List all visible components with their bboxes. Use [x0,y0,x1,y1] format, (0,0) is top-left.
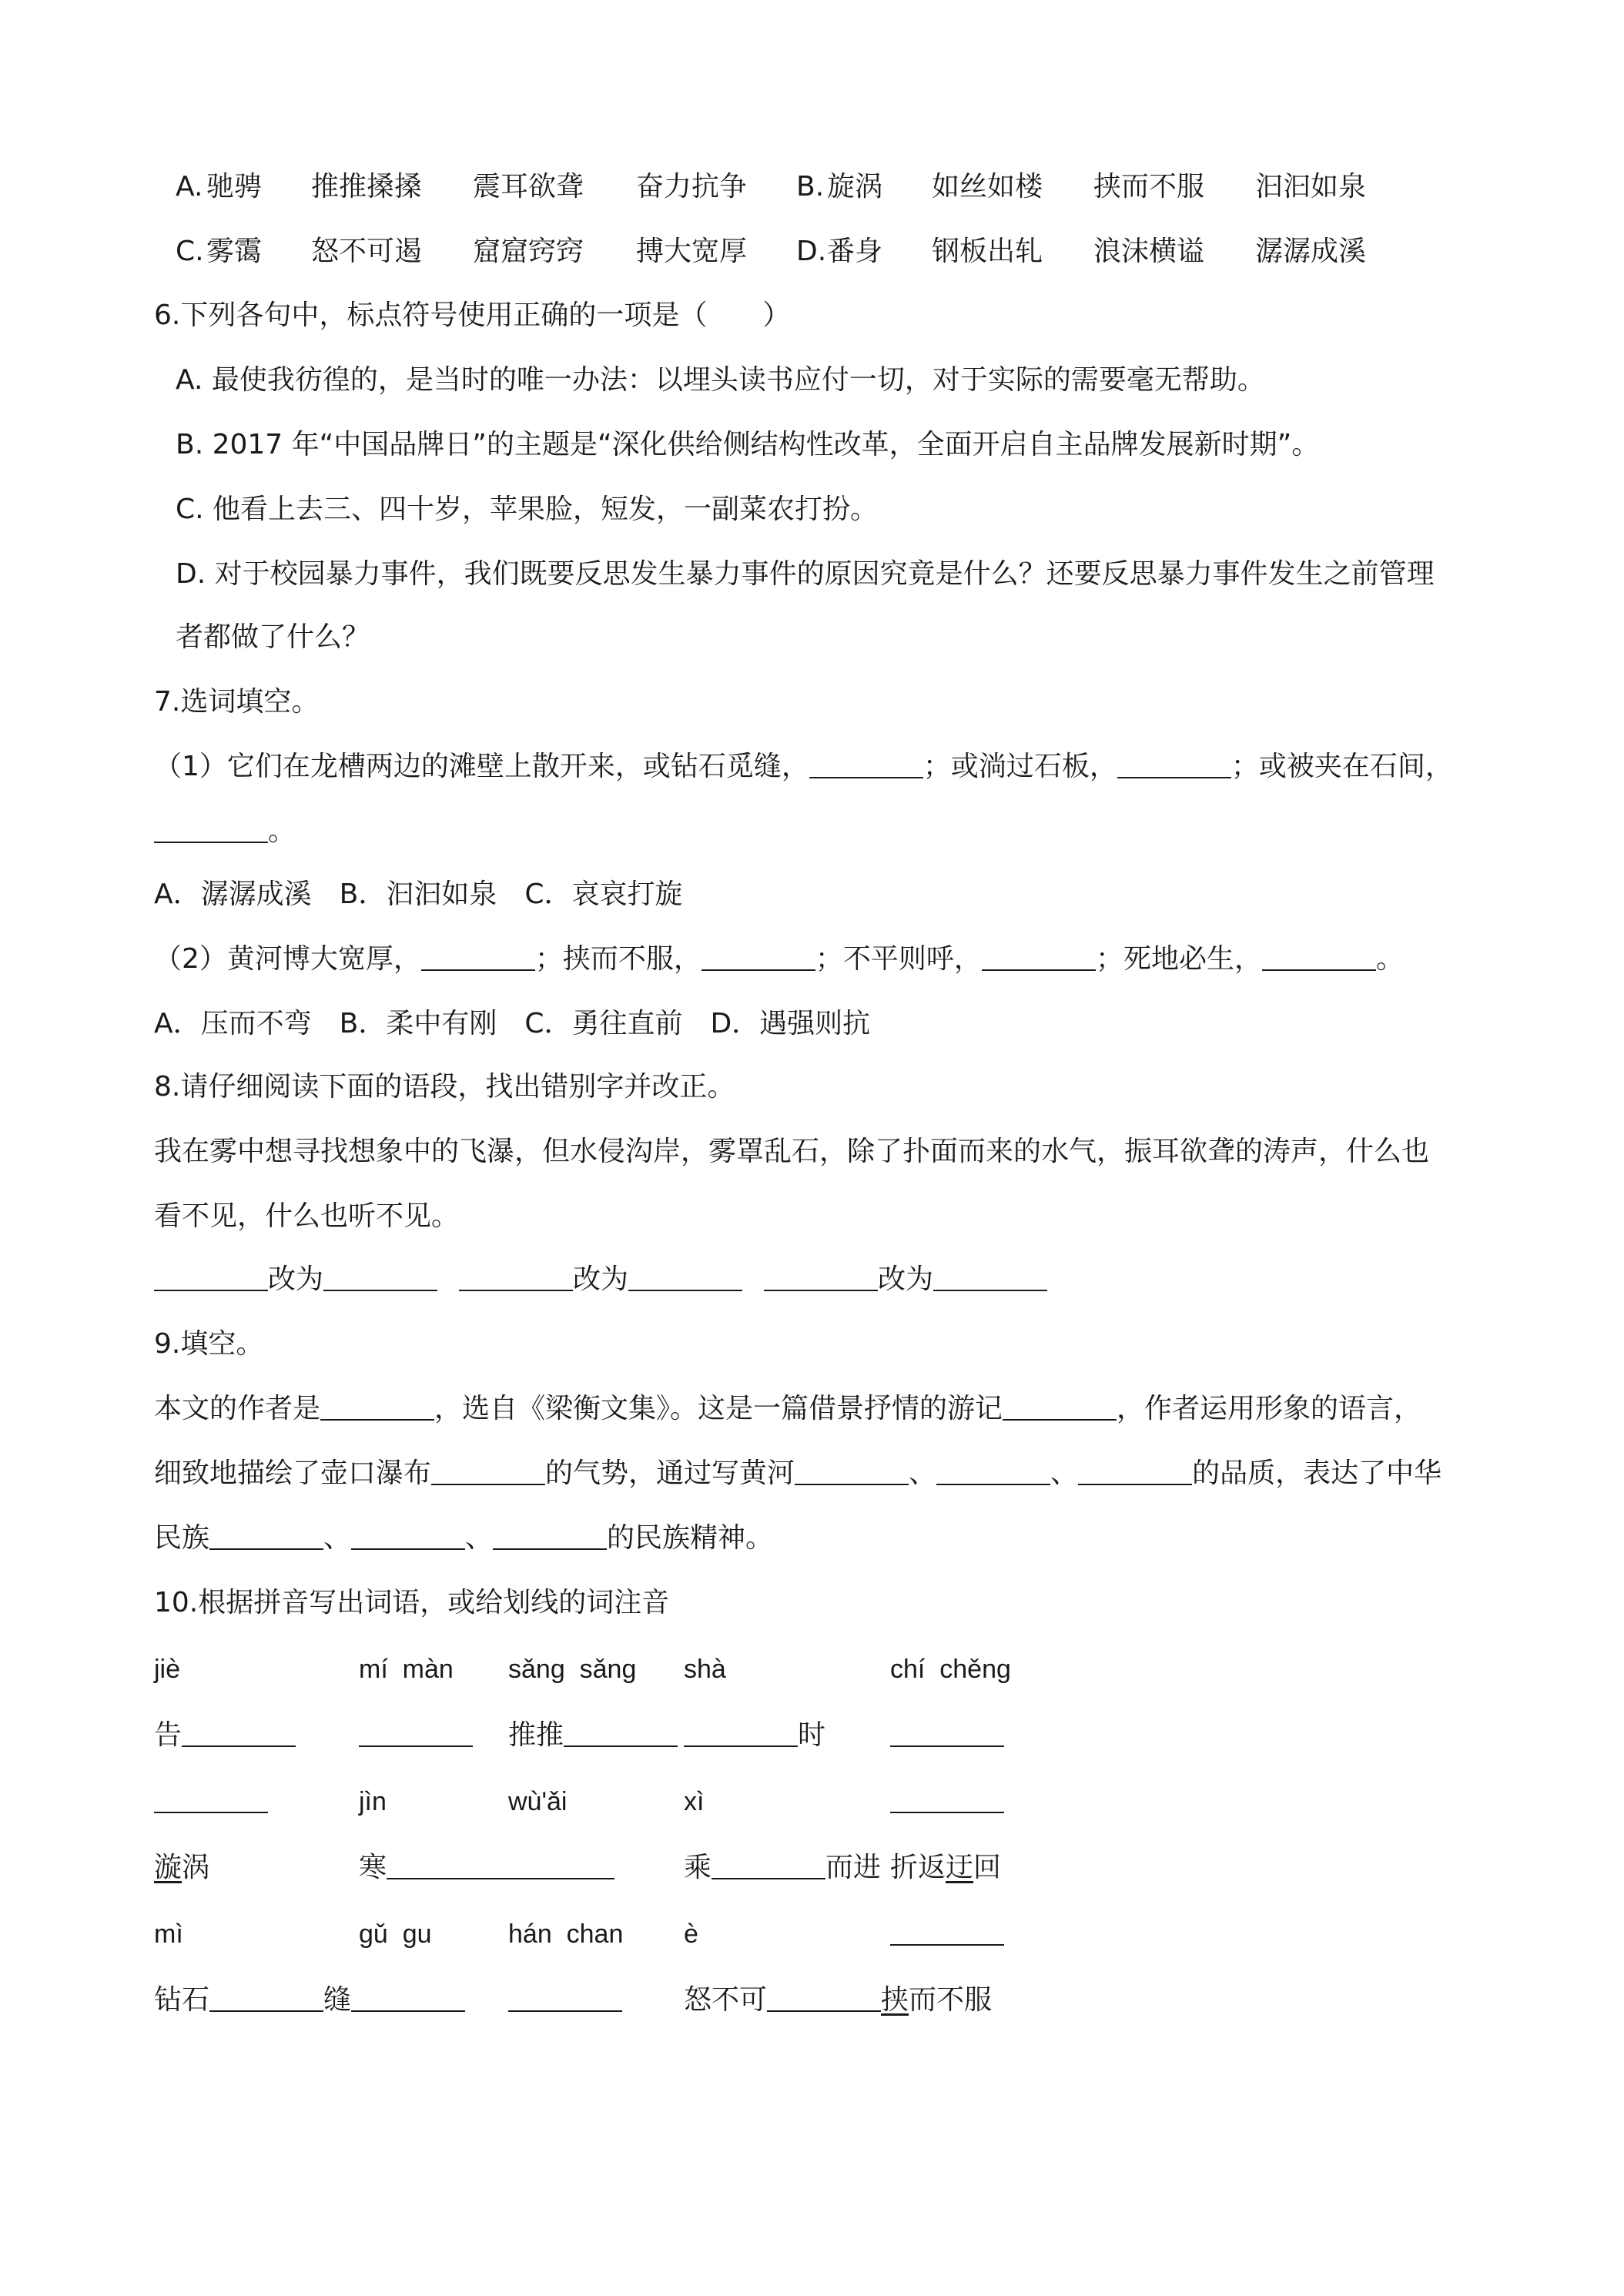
answer-blank[interactable] [459,1263,573,1291]
word-cell [154,1983,465,2017]
char: 乘 [684,1852,712,1883]
option-d-word-1: 番身 [827,236,883,267]
answer-blank[interactable] [501,1852,614,1879]
word-cell [684,1719,825,1752]
word-cell [154,1851,209,1885]
answer-blank[interactable] [702,943,815,971]
q7-part2-text-c: ；不平则呼， [815,943,982,975]
option-a-word-4: 奋力抗争 [636,171,748,202]
separator: 、 [1050,1458,1079,1489]
word-cell [154,1719,296,1752]
q8-passage-line1: 我在雾中想寻找想象中的飞瀑，但水侵沟岸，雾罩乱石，除了扑面而来的水气，振耳欲聋的涛声，什么也 [154,1136,1430,1167]
answer-blank[interactable] [628,1263,742,1291]
q7-part2-text-b: ；挟而不服， [534,943,702,975]
pinyin-cell: hán chan [508,1919,624,1949]
option-b-word-2: 如丝如楼 [932,171,1043,202]
answer-blank[interactable] [351,1522,465,1550]
change-label: 改为 [573,1263,629,1295]
answer-blank[interactable] [1003,1393,1117,1421]
char: 推推 [508,1719,564,1751]
q7-part2-text-d: ；死地必生， [1095,943,1262,975]
word-cell [684,1983,992,2017]
answer-blank[interactable] [359,1719,473,1747]
answer-blank[interactable] [320,1393,434,1421]
q9-text: ，作者运用形象的语言， [1117,1393,1422,1424]
q7-options-1: A．潺潺成溪 B．汩汩如泉 C．哀哀打旋 [154,879,683,910]
char: 时 [798,1719,826,1751]
q9-stem: 9.填空。 [154,1328,264,1360]
word-cell [890,1719,1004,1752]
q6-option-a: A. 最使我彷徨的，是当时的唯一办法：以埋头读书应付一切，对于实际的需要毫无帮助。 [176,364,1265,396]
pinyin-cell: mí màn [359,1655,454,1684]
option-a-word-3: 震耳欲聋 [473,171,584,202]
pinyin-cell: xì [684,1787,705,1816]
char: 折返 [890,1852,946,1883]
option-c-word-1: 雾霭 [206,236,263,267]
answer-blank[interactable] [323,1263,437,1291]
pinyin-cell: jiè [154,1655,181,1684]
separator: 、 [909,1458,937,1489]
answer-blank[interactable] [982,943,1096,971]
word-cell [359,1851,614,1885]
answer-blank[interactable] [936,1458,1050,1485]
word-cell [154,1785,268,1819]
word-cell [890,1851,1001,1885]
q7-part1-end: 。 [268,815,296,847]
answer-blank[interactable] [564,1719,678,1747]
char: 钻石 [154,1984,210,2016]
q7-options-2: A．压而不弯 B．柔中有刚 C．勇往直前 D．遇强则抗 [154,1008,871,1039]
answer-blank[interactable] [1262,943,1376,971]
answer-blank[interactable] [493,1522,607,1550]
q6-option-d-line1: D. 对于校园暴力事件，我们既要反思发生暴力事件的原因究竟是什么？还要反思暴力事件发生之前管理 [176,558,1435,590]
char: 缝 [323,1984,352,2016]
char: 涡 [182,1852,210,1883]
q9-text: ，选自《梁衡文集》。这是一篇借景抒情的游记 [434,1393,1003,1424]
option-c-word-4: 搏大宽厚 [636,236,748,267]
change-label: 改为 [878,1263,934,1295]
separator: 、 [465,1522,494,1554]
answer-blank[interactable] [890,1918,1004,1946]
separator: 、 [323,1522,352,1554]
char: 告 [154,1719,182,1751]
pinyin-cell: chí chěng [890,1655,1011,1684]
char: 回 [973,1852,1002,1883]
q7-stem: 7.选词填空。 [154,686,320,718]
answer-blank[interactable] [209,1984,323,2012]
option-c-word-3: 窟窟窍窍 [473,236,584,267]
answer-blank[interactable] [1078,1458,1192,1485]
underlined-char: 迂 [946,1852,974,1883]
answer-blank[interactable] [209,1522,323,1550]
q9-text: 的品质，表达了中华 [1192,1458,1442,1489]
q9-line2 [154,1457,1442,1491]
q7-part1-text-a: （1）它们在龙槽两边的滩壁上散开来，或钻石觅缝， [154,751,809,782]
answer-blank[interactable] [351,1984,465,2012]
q6-option-d-line2: 者都做了什么？ [176,621,370,653]
q9-text: 的气势，通过写黄河 [545,1458,795,1489]
word-cell [684,1851,881,1885]
answer-blank[interactable] [712,1852,825,1879]
underlined-char: 漩 [154,1852,182,1883]
q8-stem: 8.请仔细阅读下面的语段，找出错别字并改正。 [154,1071,735,1103]
q9-text: 民族 [154,1522,210,1554]
answer-blank[interactable] [154,1786,268,1813]
answer-blank[interactable] [508,1984,622,2012]
pinyin-cell: è [684,1919,698,1949]
answer-blank[interactable] [795,1458,909,1485]
answer-blank[interactable] [764,1263,878,1291]
option-d-word-3: 浪沫横谥 [1093,236,1205,267]
pinyin-cell: shà [684,1655,726,1684]
answer-blank[interactable] [933,1263,1047,1291]
word-cell [359,1719,473,1752]
answer-blank[interactable] [809,751,923,778]
option-b-word-3: 挟而不服 [1093,171,1205,202]
answer-blank[interactable] [154,815,268,843]
q7-part1-line2 [154,815,296,848]
char: 寒 [359,1852,387,1883]
pinyin-cell: gǔ gu [359,1919,432,1949]
answer-blank[interactable] [767,1984,881,2012]
q9-text: 的民族精神。 [607,1522,774,1554]
word-cell [890,1785,1004,1819]
answer-blank[interactable] [154,1263,268,1291]
option-c-word-2: 怒不可遏 [311,236,423,267]
q6-option-b: B. 2017 年“中国品牌日”的主题是“深化供给侧结构性改革，全面开启自主品牌发展新时期”。 [176,429,1320,460]
option-b-word-4: 汩汩如泉 [1255,171,1367,202]
word-cell [508,1983,622,2017]
pinyin-cell: mì [154,1919,183,1949]
word-cell [508,1719,678,1752]
q7-part1-text-b: ；或淌过石板， [922,751,1117,782]
answer-blank[interactable] [431,1458,545,1485]
q8-passage-line2: 看不见，什么也听不见。 [154,1200,460,1232]
q7-part2-end: 。 [1375,943,1404,975]
pinyin-cell: wù'ǎi [508,1787,568,1816]
q8-answer-row [154,1263,1047,1297]
option-a-word-1: 驰骋 [206,171,263,202]
answer-blank[interactable] [182,1719,296,1747]
q10-stem: 10.根据拼音写出词语，或给划线的词注音 [154,1587,670,1618]
char: 而进 [825,1852,882,1883]
q9-text: 细致地描绘了壶口瀑布 [154,1458,432,1489]
underlined-char: 挟 [881,1984,909,2016]
answer-blank[interactable] [890,1719,1004,1747]
option-d-label: D. [796,236,827,267]
q7-part1-text-c: ；或被夹在石间， [1231,751,1453,782]
q9-line3 [154,1521,773,1555]
q7-part2-text-a: （2）黄河博大宽厚， [154,943,421,975]
option-d-word-2: 钢板出轧 [932,236,1043,267]
pinyin-cell: jìn [359,1787,387,1816]
q6-stem: 6.下列各句中，标点符号使用正确的一项是（ ） [154,300,791,331]
option-b-word-1: 旋涡 [827,171,883,202]
answer-blank[interactable] [1117,751,1231,778]
option-d-word-4: 潺潺成溪 [1255,236,1367,267]
q9-line1 [154,1392,1421,1426]
option-a-label: A. [176,171,203,202]
q6-option-c: C. 他看上去三、四十岁，苹果脸，短发，一副菜农打扮。 [176,494,879,525]
option-a-word-2: 推推搡搡 [311,171,423,202]
q7-part2-line [154,942,1404,976]
char: 怒不可 [684,1984,768,2016]
q7-part1-line [154,750,1453,784]
word-cell [890,1917,1004,1951]
answer-blank[interactable] [890,1786,1004,1813]
option-c-label: C. [176,236,204,267]
char: 而不服 [909,1984,993,2016]
pinyin-cell: sǎng sǎng [508,1655,637,1684]
answer-blank[interactable] [421,943,535,971]
change-label: 改为 [268,1263,324,1295]
q9-text: 本文的作者是 [154,1393,321,1424]
option-b-label: B. [796,171,825,202]
answer-blank[interactable] [684,1719,798,1747]
answer-blank[interactable] [387,1852,501,1879]
